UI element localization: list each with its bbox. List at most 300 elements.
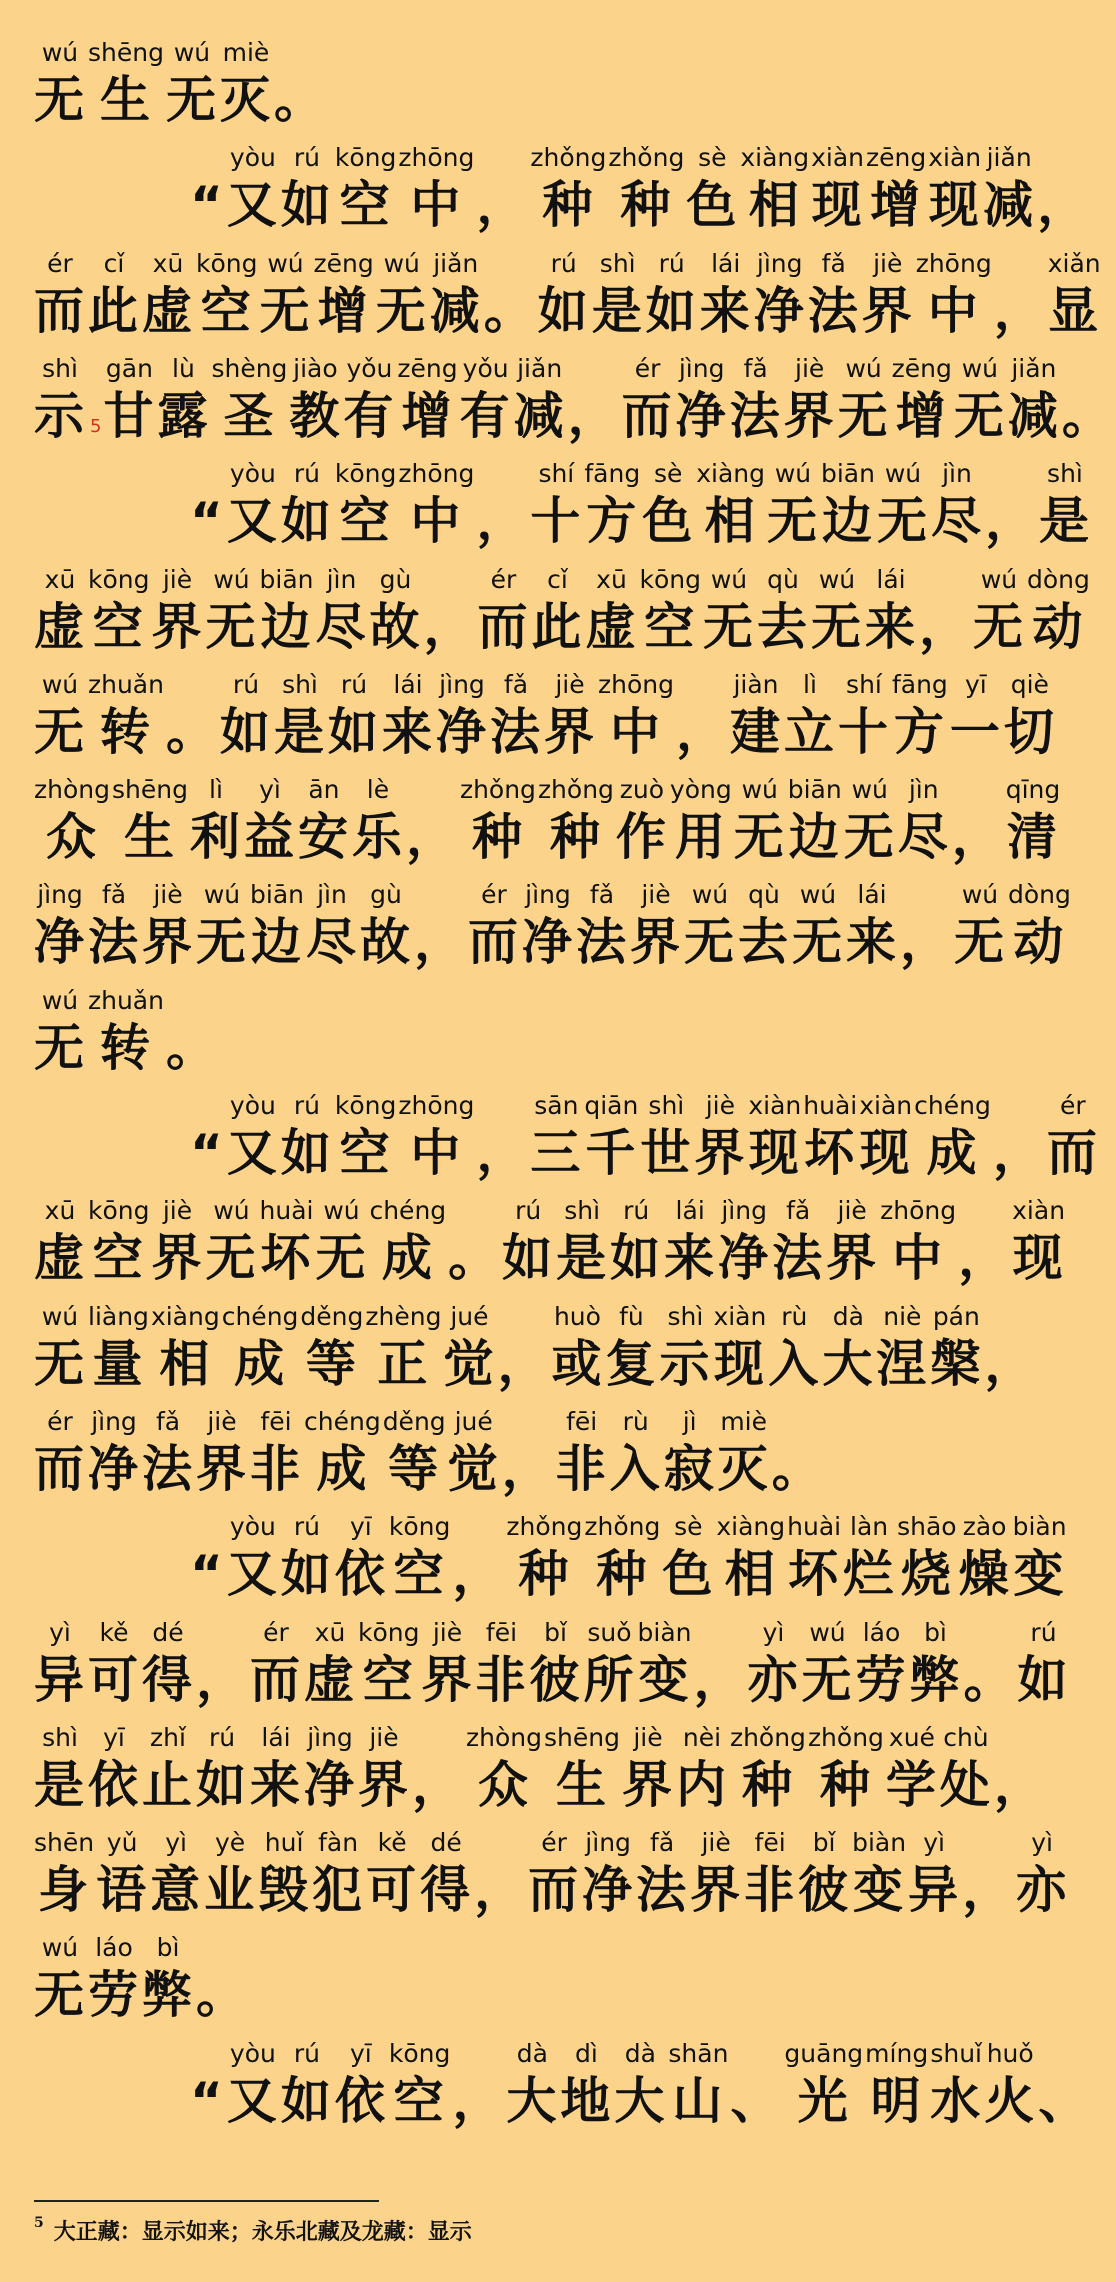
pinyin: yòu bbox=[226, 459, 279, 489]
pinyin: yì bbox=[34, 1617, 86, 1647]
hanzi: 净 bbox=[718, 1229, 771, 1288]
hanzi: 示 bbox=[659, 1334, 712, 1393]
hanzi: 如 bbox=[610, 1229, 663, 1288]
pinyin: zhǐ bbox=[142, 1722, 194, 1752]
pinyin: láo bbox=[855, 1617, 908, 1647]
hanzi-with-pinyin bbox=[702, 564, 755, 656]
pinyin: rú bbox=[280, 143, 333, 173]
pinyin: gù bbox=[359, 880, 412, 910]
pinyin: shēng bbox=[111, 775, 188, 805]
hanzi: 灭 bbox=[717, 1439, 770, 1498]
hanzi-with-pinyin bbox=[351, 775, 404, 867]
hanzi: 中 bbox=[915, 281, 992, 340]
pinyin: zhǒng bbox=[506, 1512, 583, 1542]
hanzi-with-pinyin bbox=[142, 1406, 194, 1498]
hanzi-with-pinyin bbox=[953, 353, 1006, 445]
hanzi: 净 bbox=[88, 1439, 140, 1498]
pinyin: jìng bbox=[582, 1828, 635, 1858]
pinyin: wú bbox=[683, 880, 736, 910]
hanzi-with-pinyin bbox=[640, 1091, 693, 1182]
pinyin: nèi bbox=[675, 1722, 728, 1752]
pinyin: dé bbox=[420, 1828, 473, 1858]
hanzi-with-pinyin bbox=[34, 1722, 86, 1814]
hanzi: 无 bbox=[34, 1334, 86, 1393]
hanzi: 觉 bbox=[447, 1439, 500, 1498]
text-line bbox=[0, 1915, 250, 2025]
hanzi: 无 bbox=[810, 597, 863, 656]
pinyin: biān bbox=[250, 880, 304, 910]
hanzi-with-pinyin bbox=[221, 1301, 299, 1393]
hanzi-with-pinyin bbox=[300, 1301, 364, 1393]
hanzi: 教 bbox=[289, 386, 342, 445]
hanzi: 燥 bbox=[958, 1545, 1011, 1604]
hanzi: 无 bbox=[34, 1018, 86, 1077]
pinyin bbox=[502, 1407, 554, 1442]
pinyin: jiè bbox=[142, 880, 194, 910]
hanzi-with-pinyin bbox=[489, 669, 542, 761]
hanzi-with-pinyin bbox=[205, 564, 258, 656]
hanzi: ， bbox=[476, 492, 529, 551]
pinyin: bì bbox=[909, 1617, 962, 1647]
pinyin: sè bbox=[662, 1512, 715, 1542]
hanzi: 动 bbox=[1026, 597, 1090, 656]
hanzi: 坏 bbox=[787, 1545, 842, 1604]
hanzi-with-pinyin bbox=[304, 1617, 356, 1709]
pinyin: kōng bbox=[334, 143, 397, 173]
hanzi-with-pinyin bbox=[530, 459, 583, 551]
hanzi-with-pinyin bbox=[452, 2039, 505, 2130]
pinyin bbox=[994, 1723, 1046, 1758]
hanzi: 界 bbox=[543, 702, 596, 761]
hanzi: 现 bbox=[928, 176, 982, 235]
hanzi: ， bbox=[918, 597, 971, 656]
hanzi: 犯 bbox=[312, 1861, 365, 1920]
hanzi: 中 bbox=[880, 1229, 957, 1288]
pinyin bbox=[452, 1512, 504, 1547]
pinyin: miè bbox=[219, 38, 272, 67]
hanzi: 依 bbox=[88, 1755, 140, 1814]
hanzi-with-pinyin bbox=[608, 143, 685, 235]
hanzi: 无 bbox=[165, 71, 218, 129]
hanzi-with-pinyin bbox=[993, 249, 1046, 340]
hanzi-with-pinyin bbox=[908, 1828, 961, 1920]
pinyin: sè bbox=[686, 143, 739, 173]
hanzi-with-pinyin bbox=[305, 880, 358, 972]
hanzi-with-pinyin bbox=[897, 1512, 957, 1604]
hanzi: 。 bbox=[963, 1650, 1016, 1709]
pinyin: xiàng bbox=[716, 1512, 786, 1542]
hanzi-with-pinyin bbox=[280, 1512, 333, 1604]
hanzi-with-pinyin bbox=[949, 669, 1002, 761]
hanzi-with-pinyin bbox=[34, 1196, 86, 1288]
pinyin: shì bbox=[659, 1301, 712, 1331]
hanzi: 正 bbox=[365, 1334, 442, 1393]
hanzi: ， bbox=[474, 1861, 527, 1920]
hanzi: 界 bbox=[826, 1229, 879, 1288]
hanzi-with-pinyin bbox=[555, 1406, 608, 1498]
hanzi: 此 bbox=[88, 281, 140, 340]
pinyin bbox=[1038, 2039, 1090, 2074]
hanzi-with-pinyin bbox=[334, 459, 397, 551]
pinyin: zhǒng bbox=[584, 1512, 661, 1542]
pinyin: làn bbox=[843, 1512, 896, 1542]
pinyin bbox=[190, 1518, 225, 1553]
hanzi: 方 bbox=[584, 492, 641, 551]
pinyin: lè bbox=[351, 775, 404, 805]
hanzi-with-pinyin bbox=[820, 459, 875, 551]
pinyin: rù bbox=[609, 1406, 662, 1436]
hanzi: 来 bbox=[250, 1755, 302, 1814]
hanzi-with-pinyin bbox=[250, 1722, 302, 1814]
pinyin: jiè bbox=[151, 1196, 204, 1226]
hanzi-with-pinyin bbox=[412, 1723, 464, 1814]
hanzi: 界 bbox=[783, 386, 836, 445]
pinyin: jiǎn bbox=[983, 143, 1036, 173]
pinyin: jìng bbox=[753, 248, 806, 278]
pinyin: wú bbox=[375, 248, 428, 278]
hanzi: 空 bbox=[334, 492, 397, 551]
pinyin: fǎ bbox=[142, 1406, 194, 1436]
hanzi: 法 bbox=[807, 281, 860, 340]
pinyin: xiàn bbox=[928, 143, 982, 173]
text-line bbox=[0, 547, 1092, 656]
pinyin: shēng bbox=[543, 1722, 620, 1752]
hanzi-with-pinyin bbox=[388, 2038, 451, 2130]
pinyin: dà bbox=[614, 2038, 667, 2068]
pinyin: wú bbox=[196, 880, 248, 910]
hanzi: 中 bbox=[398, 176, 475, 235]
pinyin: yǒu bbox=[343, 353, 396, 383]
hanzi: 彼 bbox=[798, 1861, 851, 1920]
hanzi: 非 bbox=[250, 1439, 302, 1498]
hanzi: 等 bbox=[300, 1334, 364, 1393]
pinyin: biàn bbox=[1012, 1512, 1067, 1542]
hanzi-with-pinyin bbox=[190, 149, 225, 235]
hanzi-with-pinyin bbox=[610, 1196, 663, 1288]
ruby-row bbox=[34, 1933, 250, 2025]
hanzi-with-pinyin bbox=[405, 775, 458, 867]
text-line bbox=[0, 1705, 1048, 1814]
hanzi: 无 bbox=[972, 597, 1025, 656]
text-line bbox=[0, 1389, 826, 1498]
pinyin bbox=[730, 2039, 782, 2074]
pinyin: jiè bbox=[690, 1828, 743, 1858]
hanzi-with-pinyin bbox=[151, 564, 204, 656]
footnote-marker[interactable]: 5 bbox=[90, 415, 102, 437]
hanzi: 而 bbox=[477, 597, 530, 656]
hanzi: 色 bbox=[642, 492, 695, 551]
hanzi-with-pinyin bbox=[259, 564, 314, 656]
hanzi: 种 bbox=[729, 1755, 806, 1814]
hanzi: 净 bbox=[675, 386, 728, 445]
hanzi-with-pinyin bbox=[151, 1196, 204, 1288]
pinyin: biān bbox=[787, 775, 842, 805]
hanzi: 依 bbox=[334, 2071, 387, 2130]
hanzi-with-pinyin bbox=[1012, 1512, 1067, 1604]
hanzi-with-pinyin bbox=[891, 669, 948, 761]
hanzi-with-pinyin bbox=[280, 1091, 333, 1182]
hanzi-with-pinyin bbox=[34, 669, 86, 761]
pinyin: jì bbox=[663, 1406, 716, 1436]
pinyin: wú bbox=[315, 1196, 368, 1226]
text-line bbox=[0, 652, 1058, 761]
hanzi: 如 bbox=[327, 702, 380, 761]
hanzi-with-pinyin bbox=[88, 1301, 149, 1393]
hanzi-with-pinyin bbox=[501, 1407, 554, 1498]
text-line bbox=[0, 1178, 1067, 1288]
hanzi: 色 bbox=[686, 176, 739, 235]
hanzi-with-pinyin bbox=[958, 1512, 1011, 1604]
hanzi: 种 bbox=[608, 176, 685, 235]
hanzi-with-pinyin bbox=[787, 775, 842, 867]
hanzi: 无 bbox=[683, 913, 736, 972]
pinyin: rú bbox=[502, 1196, 555, 1226]
hanzi: 而 bbox=[250, 1650, 302, 1709]
pinyin: xū bbox=[304, 1617, 356, 1647]
hanzi-with-pinyin bbox=[1026, 564, 1090, 656]
hanzi: 界 bbox=[142, 913, 194, 972]
hanzi-with-pinyin bbox=[993, 1723, 1046, 1814]
hanzi-with-pinyin bbox=[447, 1406, 500, 1498]
hanzi-with-pinyin bbox=[744, 1828, 797, 1920]
hanzi-with-pinyin bbox=[219, 669, 272, 761]
hanzi: 中 bbox=[398, 1124, 475, 1182]
hanzi-with-pinyin bbox=[477, 564, 530, 656]
hanzi-with-pinyin bbox=[165, 986, 218, 1077]
ruby-row bbox=[190, 1091, 1101, 1182]
hanzi: 成 bbox=[304, 1439, 381, 1498]
hanzi-with-pinyin bbox=[190, 1097, 225, 1182]
hanzi: 一 bbox=[949, 702, 1002, 761]
hanzi: 生 bbox=[111, 808, 188, 867]
hanzi: 成 bbox=[914, 1124, 991, 1182]
hanzi-with-pinyin bbox=[958, 1196, 1011, 1288]
hanzi-with-pinyin bbox=[984, 2038, 1037, 2130]
hanzi-with-pinyin bbox=[807, 1722, 884, 1814]
hanzi: 清 bbox=[1005, 808, 1061, 867]
hanzi: 可 bbox=[366, 1861, 419, 1920]
pinyin bbox=[1062, 354, 1114, 389]
hanzi-with-pinyin bbox=[466, 1722, 542, 1814]
hanzi: ， bbox=[501, 1439, 554, 1498]
hanzi-with-pinyin bbox=[226, 459, 279, 551]
pinyin: jìng bbox=[521, 880, 574, 910]
hanzi: 法 bbox=[772, 1229, 825, 1288]
hanzi-with-pinyin bbox=[615, 775, 668, 867]
hanzi: 减 bbox=[513, 386, 566, 445]
hanzi-with-pinyin bbox=[621, 353, 674, 445]
pinyin: lái bbox=[664, 1196, 717, 1226]
hanzi: 种 bbox=[459, 808, 536, 867]
pinyin: jìn bbox=[930, 459, 983, 489]
hanzi: 尽 bbox=[930, 492, 983, 551]
hanzi: 如 bbox=[280, 1124, 333, 1182]
hanzi: ， bbox=[675, 702, 728, 761]
hanzi-with-pinyin bbox=[951, 775, 1004, 867]
pinyin: yī bbox=[334, 1512, 387, 1542]
hanzi-with-pinyin bbox=[196, 1406, 248, 1498]
hanzi: ， bbox=[962, 1861, 1015, 1920]
hanzi-with-pinyin bbox=[766, 459, 819, 551]
hanzi: 现 bbox=[1012, 1229, 1066, 1288]
pinyin: jiè bbox=[621, 1722, 674, 1752]
hanzi-with-pinyin bbox=[885, 1722, 938, 1814]
pinyin: xué bbox=[885, 1722, 938, 1752]
hanzi-with-pinyin bbox=[1061, 354, 1114, 445]
hanzi-with-pinyin bbox=[397, 353, 458, 445]
ruby-row bbox=[34, 1828, 1070, 1920]
hanzi: 来 bbox=[381, 702, 434, 761]
hanzi-with-pinyin bbox=[142, 1933, 194, 2025]
hanzi-with-pinyin bbox=[226, 1091, 279, 1182]
hanzi-with-pinyin bbox=[423, 565, 476, 656]
pinyin: yì bbox=[150, 1828, 203, 1858]
hanzi-with-pinyin bbox=[34, 1617, 86, 1709]
hanzi: ， bbox=[423, 597, 476, 656]
pinyin bbox=[196, 1933, 248, 1968]
hanzi-with-pinyin bbox=[429, 248, 482, 340]
hanzi: 。 bbox=[483, 281, 536, 340]
hanzi-with-pinyin bbox=[686, 143, 739, 235]
pinyin: jìng bbox=[435, 669, 488, 699]
hanzi-with-pinyin bbox=[629, 880, 682, 972]
pinyin: fǎ bbox=[636, 1828, 689, 1858]
hanzi-with-pinyin bbox=[88, 1617, 140, 1709]
hanzi-with-pinyin bbox=[551, 1301, 604, 1393]
hanzi: 成 bbox=[221, 1334, 299, 1393]
pinyin: jìn bbox=[305, 880, 358, 910]
hanzi-with-pinyin bbox=[157, 353, 210, 445]
pinyin: fǎ bbox=[489, 669, 542, 699]
pinyin bbox=[958, 1196, 1010, 1231]
hanzi-with-pinyin bbox=[753, 248, 806, 340]
hanzi-with-pinyin bbox=[1007, 880, 1071, 972]
hanzi-with-pinyin bbox=[421, 1617, 474, 1709]
hanzi-with-pinyin bbox=[190, 1518, 225, 1604]
hanzi-with-pinyin bbox=[837, 669, 890, 761]
hanzi: 界 bbox=[629, 913, 682, 972]
pinyin: zēng bbox=[397, 353, 458, 383]
hanzi-with-pinyin bbox=[737, 880, 790, 972]
hanzi-with-pinyin bbox=[963, 1618, 1016, 1709]
ruby-row bbox=[34, 880, 1073, 972]
hanzi-with-pinyin bbox=[609, 1406, 662, 1498]
hanzi-with-pinyin bbox=[645, 248, 698, 340]
hanzi-with-pinyin bbox=[1046, 1091, 1099, 1182]
hanzi-with-pinyin bbox=[150, 1301, 220, 1393]
ruby-row bbox=[34, 669, 1058, 761]
hanzi: 空 bbox=[88, 1229, 150, 1288]
hanzi-with-pinyin bbox=[784, 2038, 864, 2130]
pinyin: kě bbox=[88, 1617, 140, 1647]
pinyin bbox=[412, 1723, 464, 1758]
pinyin: jiè bbox=[358, 1722, 410, 1752]
hanzi: 语 bbox=[96, 1861, 149, 1920]
hanzi: 现 bbox=[713, 1334, 767, 1393]
hanzi-with-pinyin bbox=[34, 1933, 86, 2025]
hanzi: 空 bbox=[388, 1545, 451, 1604]
hanzi: 无 bbox=[953, 913, 1006, 972]
hanzi: 大 bbox=[822, 1334, 875, 1393]
hanzi: 尽 bbox=[315, 597, 368, 656]
hanzi-with-pinyin bbox=[675, 670, 728, 761]
hanzi: 身 bbox=[34, 1861, 95, 1920]
hanzi: ， bbox=[412, 1755, 464, 1814]
hanzi-with-pinyin bbox=[918, 565, 971, 656]
pinyin: zhèng bbox=[365, 1301, 442, 1331]
pinyin: wú bbox=[843, 775, 896, 805]
hanzi-with-pinyin bbox=[88, 880, 140, 972]
hanzi-with-pinyin bbox=[280, 2038, 333, 2130]
pinyin: yī bbox=[334, 2038, 387, 2068]
hanzi: 虚 bbox=[304, 1650, 356, 1709]
hanzi: 毁 bbox=[258, 1861, 311, 1920]
hanzi: 中 bbox=[597, 702, 674, 761]
pinyin: biān bbox=[259, 564, 314, 594]
hanzi: 是 bbox=[273, 702, 326, 761]
hanzi-with-pinyin bbox=[280, 459, 333, 551]
hanzi: 水 bbox=[930, 2071, 983, 2130]
pinyin: zhōng bbox=[398, 459, 475, 489]
hanzi-with-pinyin bbox=[88, 1933, 140, 2025]
hanzi: 无 bbox=[205, 1229, 258, 1288]
hanzi-with-pinyin bbox=[1038, 2039, 1091, 2130]
hanzi-with-pinyin bbox=[34, 1828, 95, 1920]
pinyin bbox=[984, 1302, 1036, 1337]
hanzi: 得 bbox=[420, 1861, 473, 1920]
hanzi: 如 bbox=[280, 1545, 333, 1604]
hanzi-with-pinyin bbox=[556, 1196, 609, 1288]
pinyin: yòu bbox=[226, 1091, 279, 1120]
pinyin: shān bbox=[668, 2038, 729, 2068]
pinyin: jìng bbox=[88, 1406, 140, 1436]
pinyin: yì bbox=[1016, 1828, 1069, 1858]
ruby-row bbox=[34, 353, 1116, 445]
hanzi: 涅 bbox=[876, 1334, 929, 1393]
pinyin bbox=[676, 670, 728, 705]
pinyin: jué bbox=[443, 1301, 496, 1331]
hanzi-with-pinyin bbox=[297, 775, 350, 867]
hanzi-with-pinyin bbox=[528, 1828, 581, 1920]
hanzi-with-pinyin bbox=[729, 353, 782, 445]
pinyin: zhǒng bbox=[459, 775, 536, 805]
pinyin: shì bbox=[556, 1196, 609, 1226]
pinyin: xū bbox=[585, 564, 638, 594]
hanzi: 无 bbox=[791, 913, 844, 972]
hanzi-with-pinyin bbox=[497, 1302, 550, 1393]
pinyin: wú bbox=[34, 985, 86, 1015]
pinyin: fù bbox=[605, 1301, 658, 1331]
hanzi-with-pinyin bbox=[88, 248, 140, 340]
hanzi: 坏 bbox=[259, 1229, 314, 1288]
pinyin: lái bbox=[250, 1722, 302, 1752]
hanzi-with-pinyin bbox=[669, 775, 732, 867]
hanzi-with-pinyin bbox=[852, 1828, 907, 1920]
hanzi-with-pinyin bbox=[506, 1512, 583, 1604]
pinyin: zēng bbox=[891, 353, 952, 383]
hanzi: 减 bbox=[1007, 386, 1060, 445]
hanzi-with-pinyin bbox=[196, 1618, 248, 1709]
pinyin: xiàng bbox=[740, 143, 810, 173]
hanzi-with-pinyin bbox=[584, 1512, 661, 1604]
hanzi: ， bbox=[405, 808, 458, 867]
hanzi: ， bbox=[899, 913, 952, 972]
hanzi-with-pinyin bbox=[928, 143, 982, 235]
pinyin bbox=[166, 670, 218, 705]
pinyin: zuò bbox=[615, 775, 668, 805]
hanzi-with-pinyin bbox=[864, 564, 917, 656]
hanzi-with-pinyin bbox=[529, 1617, 582, 1709]
